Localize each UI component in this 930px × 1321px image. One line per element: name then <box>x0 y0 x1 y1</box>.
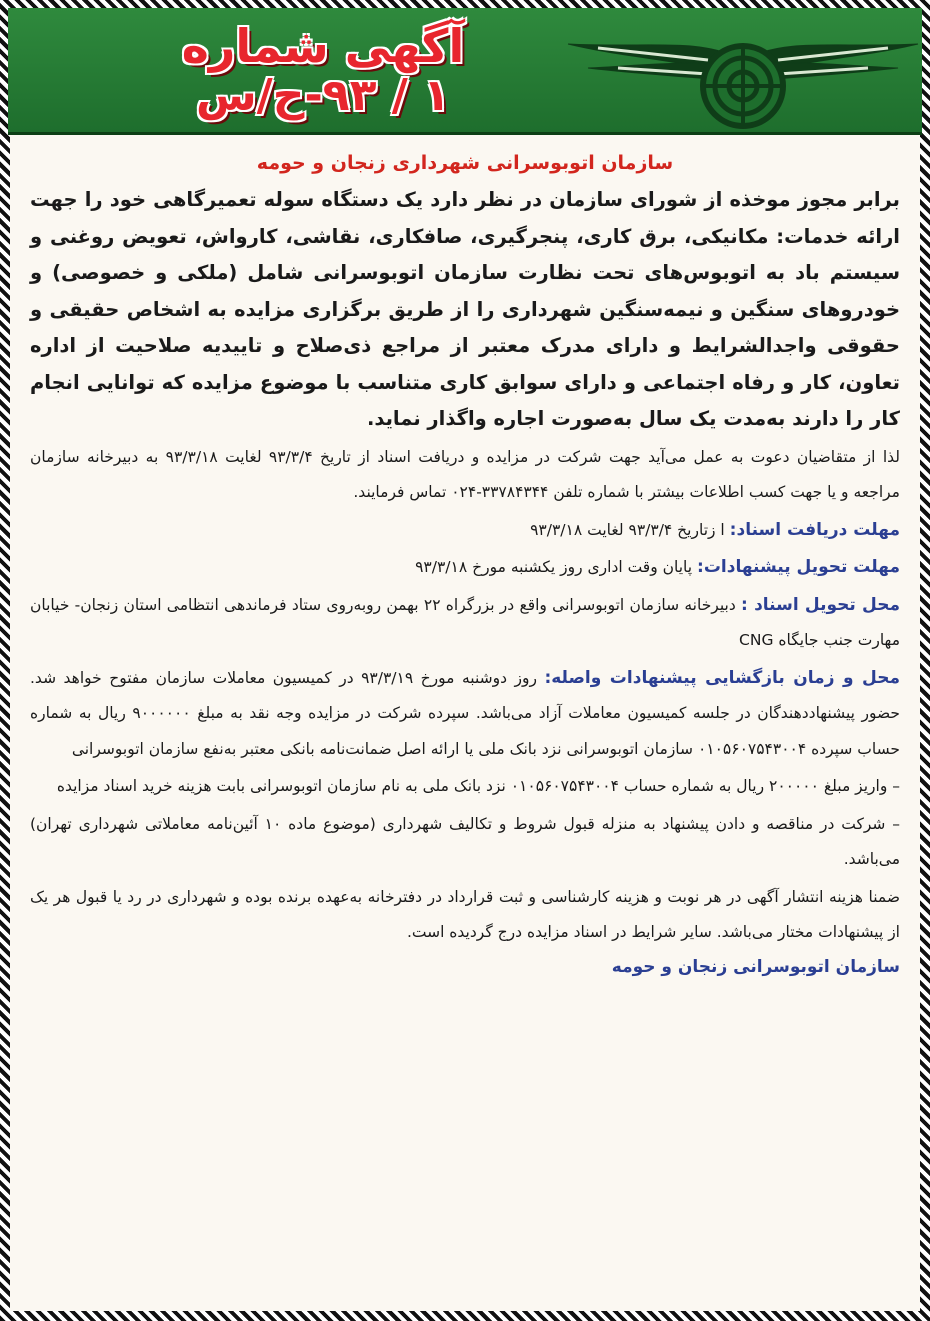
documents-deadline-text: ا زتاریخ ۹۳/۳/۴ لغایت ۹۳/۳/۱۸ <box>530 520 730 539</box>
opening-info-text: روز دوشنبه مورخ ۹۳/۳/۱۹ در کمیسیون معاملات سازمان مفتوح خواهد شد. حضور پیشنهاددهندگان در جلسه کمیسیون معاملات آزاد می‌باشد. سپرده شرکت در مزایده وجه نقد به مبلغ ۹۰۰۰۰۰۰ ریال به شماره حساب سپرده ۰۱۰۵۶۰۷۵۴۳۰۰۴ سازمان اتوبوسرانی نزد بانک ملی یا ارائه اصل ضمانت‌نامه بانکی معتبر به‌نفع سازمان اتوبوسرانی <box>30 668 901 758</box>
signature: سازمان اتوبوسرانی زنجان و حومه <box>611 956 900 977</box>
documents-deadline <box>30 513 900 549</box>
intro-paragraph: برابر مجوز موخذه از شورای سازمان در نظر دارد یک دستگاه سوله تعمیرگاهی خود را جهت ارائه خدمات: مکانیکی، برق کاری، پنجرگیری، صافکاری، نقاشی، کارواش، تعویض روغنی و سیستم باد به اتوبوس‌های تحت نظارت سازمان اتوبوسرانی شامل (ملکی و خصوصی) و خودروهای سنگین و نیمه‌سنگین شهرداری را از طریق برگزاری مزایده به اشخاص حقیقی و حقوقی واجدالشرایط و دارای مدرک معتبر از مراجع ذی‌صلاح و تاییدیه صلاحیت از اداره تعاون، کار و رفاه اجتماعی و دارای سوابق کاری متناسب با موضوع مزایده که توانایی انجام کار را دارند به‌مدت یک سال به‌صورت اجاره واگذار نماید. <box>30 188 900 430</box>
organization-heading: سازمان اتوبوسرانی شهرداری زنجان و حومه <box>256 152 674 174</box>
proposal-deadline <box>30 550 900 586</box>
invitation-paragraph: لذا از متقاضیان دعوت به عمل می‌آید جهت شرکت در مزایده و دریافت اسناد از تاریخ ۹۳/۳/۴ لغایت ۹۳/۳/۱۸ به دبیرخانه سازمان مراجعه و یا جهت کسب اطلاعات بیشتر با شماره تلفن ۳۳۷۸۴۳۴۴-۰۲۴ تماس فرمایند. <box>30 447 900 501</box>
opening-info <box>30 661 900 768</box>
ad-header <box>8 8 922 135</box>
ad-title: آگهی شماره <box>181 19 465 73</box>
ad-number: ۱ / ۹۳-ح/س <box>195 70 451 121</box>
proposal-deadline-text: پایان وقت اداری روز یکشنبه مورخ ۹۳/۳/۱۸ <box>415 558 698 576</box>
delivery-location <box>30 588 900 659</box>
note-acceptance: – شرکت در مناقصه و دادن پیشنهاد به منزله قبول شروط و تکالیف شهرداری (موضوع ماده ۱۰ آئین‌نامه معاملاتی شهرداری تهران) می‌باشد. <box>30 814 900 868</box>
opening-info-label: محل و زمان بازگشایی پیشنهادات واصله: <box>544 667 900 688</box>
note-costs: ضمنا هزینه انتشار آگهی در هر نوبت و هزینه کارشناسی و ثبت قرارداد در دفترخانه به‌عهده برنده بوده و شهرداری در رد یا قبول هر یک از پیشنهادات مختار می‌باشد. سایر شرایط در اسناد مزایده درج گردیده است. <box>30 887 900 941</box>
delivery-location-text: دبیرخانه سازمان اتوبوسرانی واقع در بزرگراه ۲۲ بهمن روبه‌روی ستاد فرماندهی انتظامی استان زنجان- خیابان مهارت جنب جایگاه CNG <box>30 595 900 649</box>
delivery-location-label: محل تحویل اسناد : <box>741 594 901 615</box>
bus-organization-logo-icon <box>558 18 928 130</box>
note-payment: – واریز مبلغ ۲۰۰۰۰۰ ریال به شماره حساب ۰۱۰۵۶۰۷۵۴۳۰۰۴ نزد بانک ملی به نام سازمان اتوبوسرانی بابت هزینه خرید اسناد مزایده <box>56 777 900 795</box>
documents-deadline-label: مهلت دریافت اسناد: <box>729 519 900 540</box>
ad-body <box>30 148 900 977</box>
proposal-deadline-label: مهلت تحویل پیشنهادات: <box>697 557 900 577</box>
